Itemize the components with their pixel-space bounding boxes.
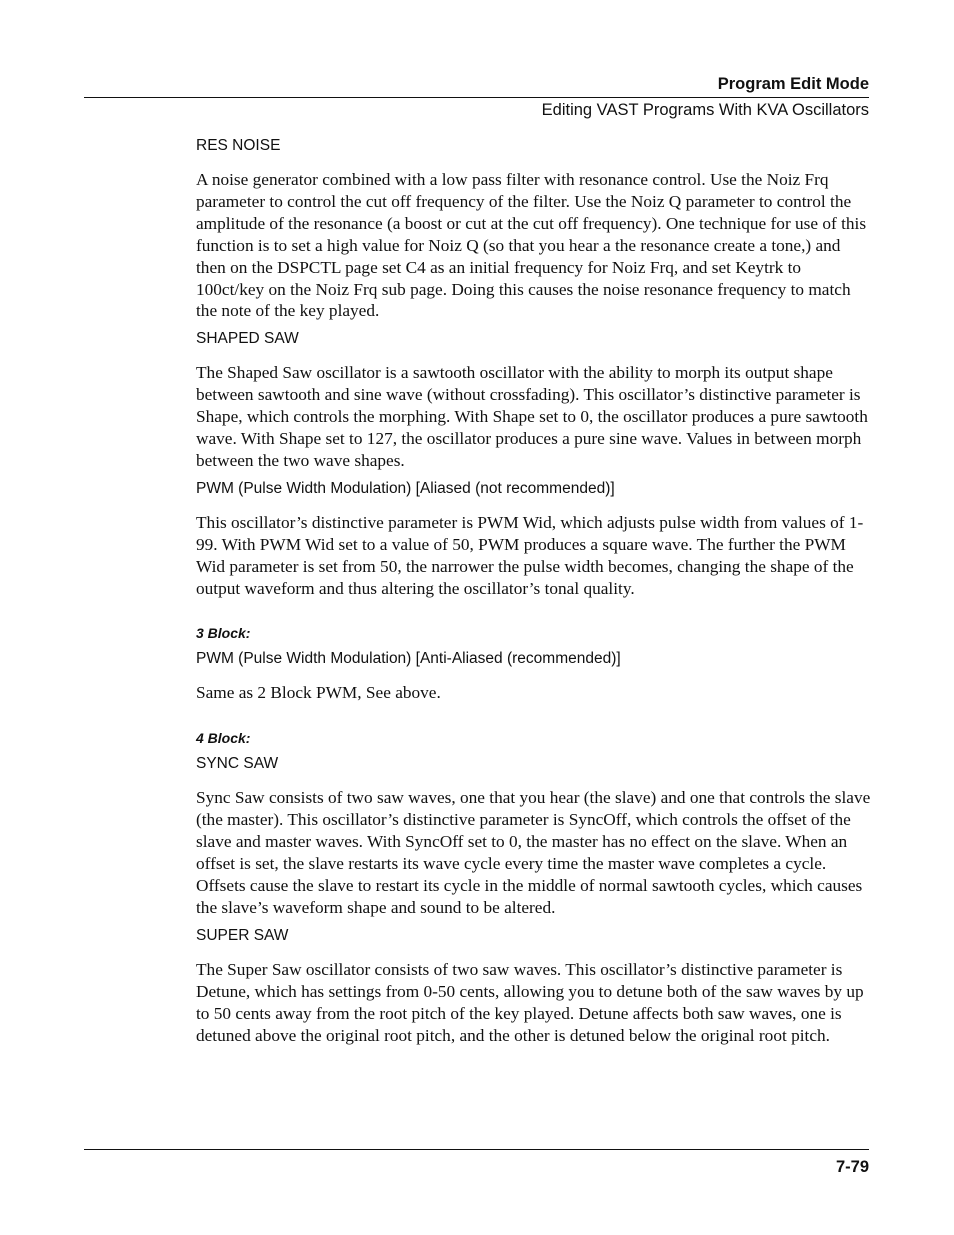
page-header-subtitle: Editing VAST Programs With KVA Oscillators xyxy=(541,101,869,119)
section-body: The Shaped Saw oscillator is a sawtooth oscillator with the ability to morph its output shape between sawtooth and sine wave (without crossfading). This oscillator’s distinctive parameter is Shape, which controls the morphing. With Shape set to 0, the oscillator produces a pure sawtooth wave. With Shape set to 127, the oscillator produces a pure sine wave. Values in between morph between the two wave shapes. xyxy=(196,363,868,470)
section-heading: PWM (Pulse Width Modulation) [Anti-Aliased (recommended)] xyxy=(196,649,621,667)
section-heading: PWM (Pulse Width Modulation) [Aliased (not recommended)] xyxy=(196,479,615,497)
page-header-title: Program Edit Mode xyxy=(717,75,869,93)
section-body: A noise generator combined with a low pass filter with resonance control. Use the Noiz Frq parameter to control the cut off frequency of the filter. Use the Noiz Q parameter to control the amplitude of the resonance (a boost or cut at the cut off frequency). One technique for use of this function is to set a high value for Noiz Q (so that you hear a the resonance create a tone,) and then on the DSPCTL page set C4 as an initial frequency for Noiz Frq, and set Keytrk to 100ct/key on the Noiz Frq sub page. Doing this causes the noise resonance frequency to match the note of the key played. xyxy=(196,170,867,321)
section-body: This oscillator’s distinctive parameter is PWM Wid, which adjusts pulse width from values of 1-99. With PWM Wid set to a value of 50, PWM produces a square wave. The further the PWM Wid parameter is set from 50, the narrower the pulse width becomes, changing the shape of the output waveform and thus altering the oscillator’s tonal quality. xyxy=(196,512,864,598)
block-label: 3 Block: xyxy=(196,624,251,641)
section-heading: SYNC SAW xyxy=(196,755,279,773)
section-pwm-anti-aliased xyxy=(196,623,872,704)
section-body: The Super Saw oscillator consists of two saw waves. This oscillator’s distinctive parameter is Detune, which has settings from 0-50 cents, allowing you to detune both of the saw waves by up to 50 cents away from the root pitch of the key played. Detune affects both saw waves, one is detuned above the original root pitch, and the other is detuned below the original root pitch. xyxy=(196,959,864,1045)
header-rule xyxy=(84,97,869,98)
section-heading: RES NOISE xyxy=(196,137,281,154)
section-super-saw xyxy=(196,925,872,1047)
page-content xyxy=(196,135,872,1046)
section-body: Sync Saw consists of two saw waves, one that you hear (the slave) and one that controls the slave (the master). This oscillator’s distinctive parameter is SyncOff, which controls the offset of the slave and master waves. With SyncOff set to 0, the master has no effect on the slave. When an offset is set, the slave restarts its wave cycle every time the master wave completes a cycle. Offsets cause the slave to restart its cycle in the middle of normal sawtooth cycles, which causes the slave’s waveform shape and sound to be altered. xyxy=(196,788,871,917)
section-sync-saw xyxy=(196,728,872,918)
section-res-noise xyxy=(196,135,872,322)
page-number: 7-79 xyxy=(835,1158,869,1176)
section-heading: SHAPED SAW xyxy=(196,330,299,348)
section-pwm-aliased xyxy=(196,478,872,600)
footer-rule xyxy=(84,1149,869,1150)
section-body: Same as 2 Block PWM, See above. xyxy=(196,682,441,702)
section-shaped-saw xyxy=(196,328,872,472)
block-label: 4 Block: xyxy=(196,730,251,747)
section-heading: SUPER SAW xyxy=(196,926,289,944)
